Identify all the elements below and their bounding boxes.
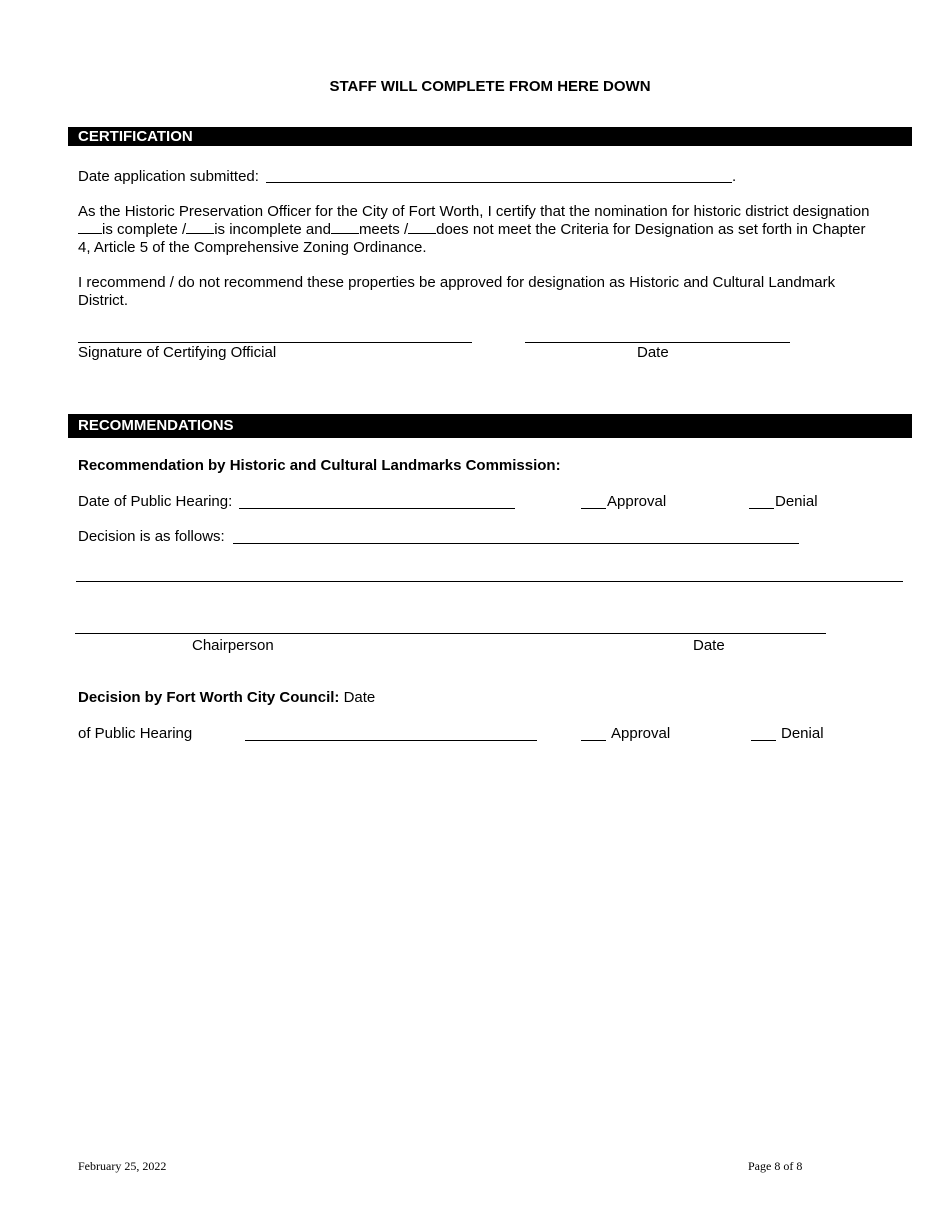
council-hearing-field[interactable] [245,740,537,741]
decision-label: Decision is as follows: [78,528,225,545]
certification-date-line[interactable] [525,342,790,343]
council-denial-label: Denial [781,725,824,742]
public-hearing-field[interactable] [239,508,515,509]
complete-blank[interactable] [78,221,102,234]
recommendations-section-bar [68,414,912,438]
opt-complete: is complete / [102,221,187,238]
certification-section-bar [68,127,912,146]
opt-incomplete: is incomplete and [214,221,331,238]
signature-label: Signature of Certifying Official [78,344,277,361]
statement-end: 4, Article 5 of the Comprehensive Zoning Ordinance. [78,239,427,256]
opt-not-meet: does not meet the Criteria for Designation as set forth in Chapter [436,221,866,238]
date-submitted-row [78,168,259,186]
statement-intro: As the Historic Preservation Officer for the City of Fort Worth, I certify that the nomination for historic district designation [78,203,870,220]
not-meet-blank[interactable] [408,221,436,234]
recommend-text: I recommend / do not recommend these properties be approved for designation as Historic and Cultural Landmark District. [78,274,836,309]
certification-date-label: Date [637,344,669,361]
council-hearing-label: of Public Hearing [78,725,193,742]
approval-blank[interactable] [581,508,606,509]
recommendations-title: RECOMMENDATIONS [78,417,234,434]
council-heading-bold: Decision by Fort Worth City Council: [78,689,340,706]
signature-line[interactable] [78,342,472,343]
decision-field[interactable] [233,543,799,544]
council-denial-blank[interactable] [751,740,776,741]
chairperson-line[interactable] [75,633,826,634]
public-hearing-label: Date of Public Hearing: [78,493,233,510]
chairperson-date-label: Date [693,637,725,654]
date-submitted-label: Date application submitted: [78,168,259,185]
commission-heading: Recommendation by Historic and Cultural Landmarks Commission: [78,457,561,474]
staff-heading: STAFF WILL COMPLETE FROM HERE DOWN [329,78,651,95]
date-submitted-field[interactable] [266,182,732,183]
decision-field-line-2[interactable] [76,581,903,582]
denial-blank[interactable] [749,508,774,509]
council-approval-blank[interactable] [581,740,606,741]
denial-label: Denial [775,493,818,510]
council-heading [78,689,375,707]
chairperson-label: Chairperson [192,637,274,654]
footer-page-number: Page 8 of 8 [748,1159,803,1173]
incomplete-blank[interactable] [186,221,214,234]
approval-label: Approval [607,493,667,510]
council-approval-label: Approval [611,725,671,742]
date-submitted-terminator: . [732,168,737,185]
certification-title: CERTIFICATION [78,128,193,145]
footer-date: February 25, 2022 [78,1159,167,1173]
statement-options-row [78,221,908,239]
certification-statement [78,203,908,257]
council-heading-rest: Date [339,689,376,706]
meets-blank[interactable] [331,221,359,234]
opt-meets: meets / [358,221,409,238]
